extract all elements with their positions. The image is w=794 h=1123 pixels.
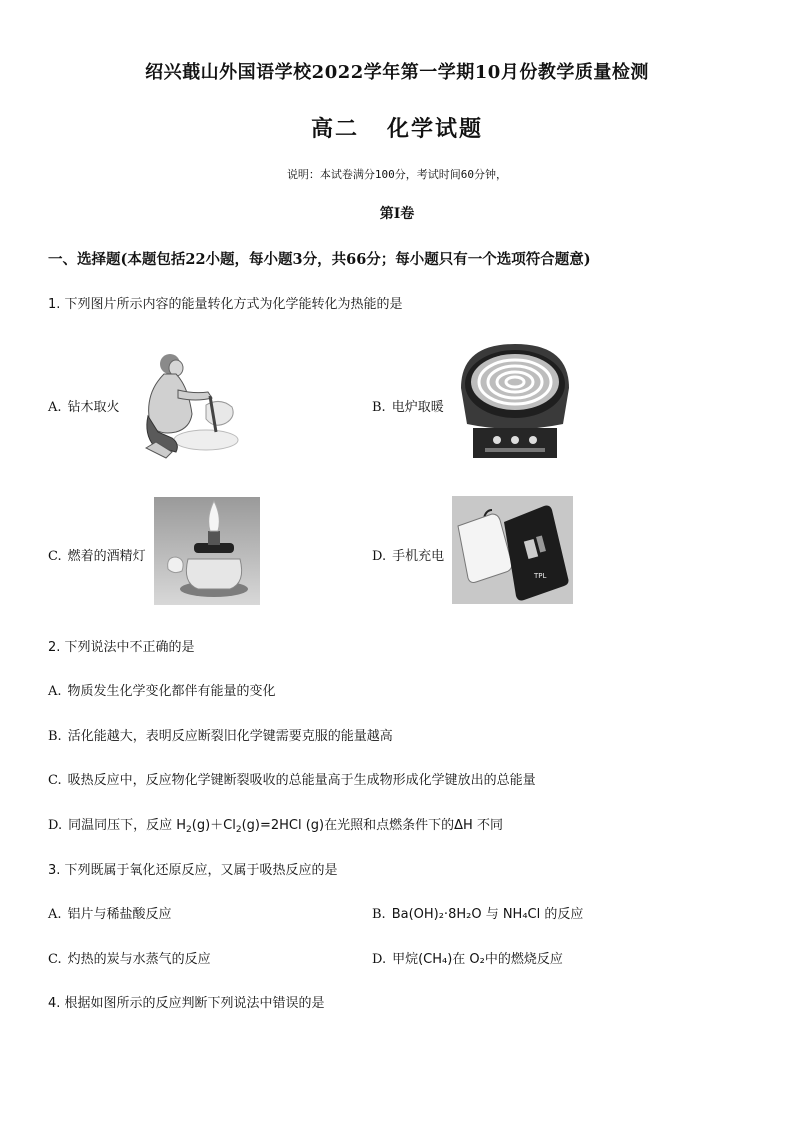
option-label: A. xyxy=(48,400,62,415)
q2-option-d xyxy=(48,814,503,835)
q3-option-b xyxy=(372,903,583,922)
option-text: 铝片与稀盐酸反应 xyxy=(67,907,172,922)
option-label: B. xyxy=(372,400,386,415)
option-label: D. xyxy=(372,549,387,564)
option-text: Ba(OH)₂·8H₂O 与 NH₄Cl 的反应 xyxy=(391,907,584,922)
text-before-formula: 同温同压下，反应 H xyxy=(68,818,187,833)
exam-subtitle xyxy=(0,112,794,143)
q2-option-c xyxy=(48,769,536,788)
question-3-stem: 3. 下列既属于氧化还原反应，又属于吸热反应的是 xyxy=(48,863,338,878)
option-label: D. xyxy=(48,818,63,833)
option-label: A. xyxy=(48,684,62,699)
option-label: C. xyxy=(48,773,62,788)
question-4-stem: 4. 根据如图所示的反应判断下列说法中错误的是 xyxy=(48,996,325,1011)
option-text: 手机充电 xyxy=(392,549,445,564)
part-heading: 第I卷 xyxy=(379,206,415,222)
option-text: 灼热的炭与水蒸气的反应 xyxy=(67,952,211,967)
option-text: 活化能越大，表明反应断裂旧化学键需要克服的能量越高 xyxy=(67,729,393,744)
q3-option-d xyxy=(372,948,563,967)
option-text: 钻木取火 xyxy=(67,400,120,415)
option-text: 物质发生化学变化都伴有能量的变化 xyxy=(67,684,276,699)
option-text: 同温同压下，反应 $H_2(g)+Cl_2(g)=2HCl$ (g)在光照和点燃条件下的ΔH 不同 xyxy=(68,818,503,835)
option-text: 吸热反应中，反应物化学键断裂吸收的总能量高于生成物形成化学键放出的总能量 xyxy=(67,773,536,788)
section-heading: 一、选择题(本题包括22小题，每小题3分，共66分；每小题只有一个选项符合题意) xyxy=(48,251,591,268)
grade: 高二 xyxy=(310,116,359,142)
alcohol-lamp-photo xyxy=(154,497,260,605)
svg-text:TPL: TPL xyxy=(534,572,547,580)
option-label: B. xyxy=(372,907,386,922)
q1-option-a xyxy=(48,396,120,415)
question-1-stem: 1. 下列图片所示内容的能量转化方式为化学能转化为热能的是 xyxy=(48,297,403,312)
phone-charging-photo xyxy=(452,496,573,604)
formula-subscript: 2 xyxy=(235,825,242,835)
exam-note: 说明：本试卷满分100分，考试时间60分钟， xyxy=(286,168,508,181)
electric-heater-photo xyxy=(455,344,575,462)
subject: 化学试题 xyxy=(387,116,484,142)
q1-option-c xyxy=(48,545,146,564)
option-label: D. xyxy=(372,952,387,967)
option-label: A. xyxy=(48,907,62,922)
option-label: B. xyxy=(48,729,62,744)
exam-title: 绍兴蕺山外国语学校2022学年第一学期10月份教学质量检测 xyxy=(145,62,649,83)
option-label: C. xyxy=(48,549,62,564)
option-text: 电炉取暖 xyxy=(391,400,444,415)
q3-option-a xyxy=(48,903,172,922)
q1-option-b xyxy=(372,396,444,415)
q1-option-d xyxy=(372,545,444,564)
q2-option-b xyxy=(48,725,393,744)
option-text: 燃着的酒精灯 xyxy=(67,549,146,564)
question-2-stem: 2. 下列说法中不正确的是 xyxy=(48,640,195,655)
formula-subscript: 2 xyxy=(186,825,192,835)
text-after-formula: 在光照和点燃条件下的ΔH 不同 xyxy=(324,818,503,833)
option-text: 甲烷(CH₄)在 O₂中的燃烧反应 xyxy=(392,952,563,967)
option-label: C. xyxy=(48,952,62,967)
caveman-drilling-wood-illustration xyxy=(126,350,241,460)
q3-option-c xyxy=(48,948,211,967)
q2-option-a xyxy=(48,680,276,699)
